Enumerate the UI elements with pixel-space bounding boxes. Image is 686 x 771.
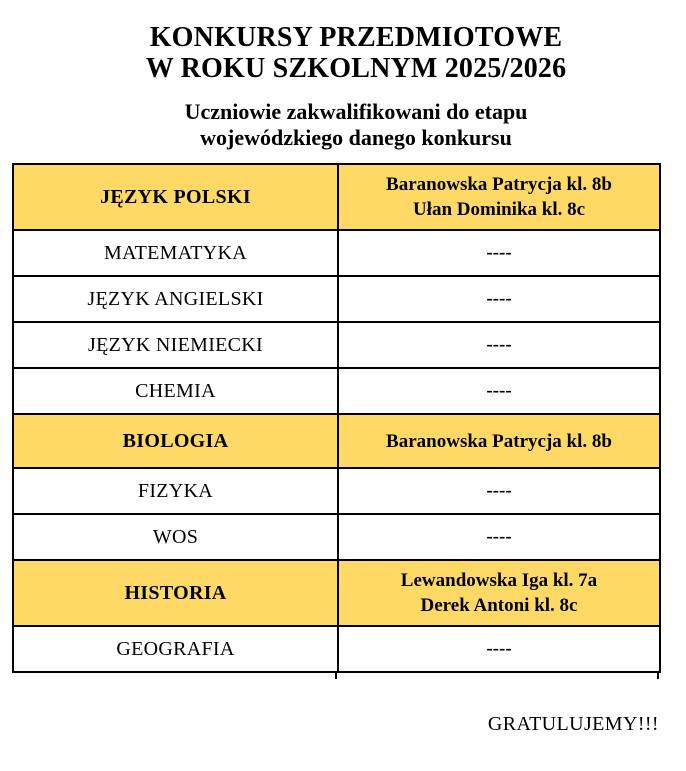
qualified-cell [338,164,660,230]
table-row [13,230,660,276]
page-title-line-1: KONKURSY PRZEDMIOTOWE [149,22,563,53]
subject-cell: WOS [13,514,338,560]
qualified-cell [338,368,660,414]
table-row [13,322,660,368]
table-row [13,276,660,322]
subject-cell: MATEMATYKA [13,230,338,276]
subject-cell: BIOLOGIA [13,414,338,468]
qualified-line: Baranowska Patrycja kl. 8b [386,174,612,195]
subject-cell: FIZYKA [13,468,338,514]
subject-cell: CHEMIA [13,368,338,414]
column-divider-stub [335,673,337,679]
table-row [13,414,660,468]
subject-cell: JĘZYK POLSKI [13,164,338,230]
qualified-line: ---- [486,288,512,309]
right-border-stub [657,673,659,679]
subject-cell: GEOGRAFIA [13,626,338,672]
table-row [13,368,660,414]
page-subtitle-line-1: Uczniowie zakwalifikowani do etapu [184,99,528,124]
subject-cell: JĘZYK NIEMIECKI [13,322,338,368]
qualified-line: Ułan Dominika kl. 8c [412,199,586,220]
qualified-line: Lewandowska Iga kl. 7a [400,570,598,591]
qualified-line: ---- [486,638,512,659]
subject-cell: JĘZYK ANGIELSKI [13,276,338,322]
qualified-line: ---- [486,480,512,501]
page-subtitle-line-2: wojewódzkiego danego konkursu [200,125,512,150]
qualified-line: Derek Antoni kl. 8c [420,595,578,616]
competitions-table [12,163,661,673]
page-title-line-2: W ROKU SZKOLNYM 2025/2026 [145,53,567,84]
qualified-line: ---- [486,242,512,263]
page-title [26,22,686,84]
qualified-cell [338,468,660,514]
document-header [0,0,686,151]
qualified-line: ---- [486,334,512,355]
qualified-cell [338,276,660,322]
table-row [13,164,660,230]
table-row [13,560,660,626]
table-row [13,514,660,560]
qualified-cell [338,626,660,672]
competitions-table-body [13,164,660,672]
table-row [13,468,660,514]
qualified-cell [338,514,660,560]
table-row [13,626,660,672]
qualified-line: ---- [486,380,512,401]
qualified-cell [338,230,660,276]
page-subtitle [26,99,686,151]
qualified-cell [338,322,660,368]
competitions-table-wrapper [12,163,659,673]
subject-cell: HISTORIA [13,560,338,626]
qualified-line: ---- [486,526,512,547]
qualified-cell [338,560,660,626]
qualified-line: Baranowska Patrycja kl. 8b [386,430,612,452]
congratulations-text: GRATULUJEMY!!! [487,713,659,735]
qualified-cell [338,414,660,468]
